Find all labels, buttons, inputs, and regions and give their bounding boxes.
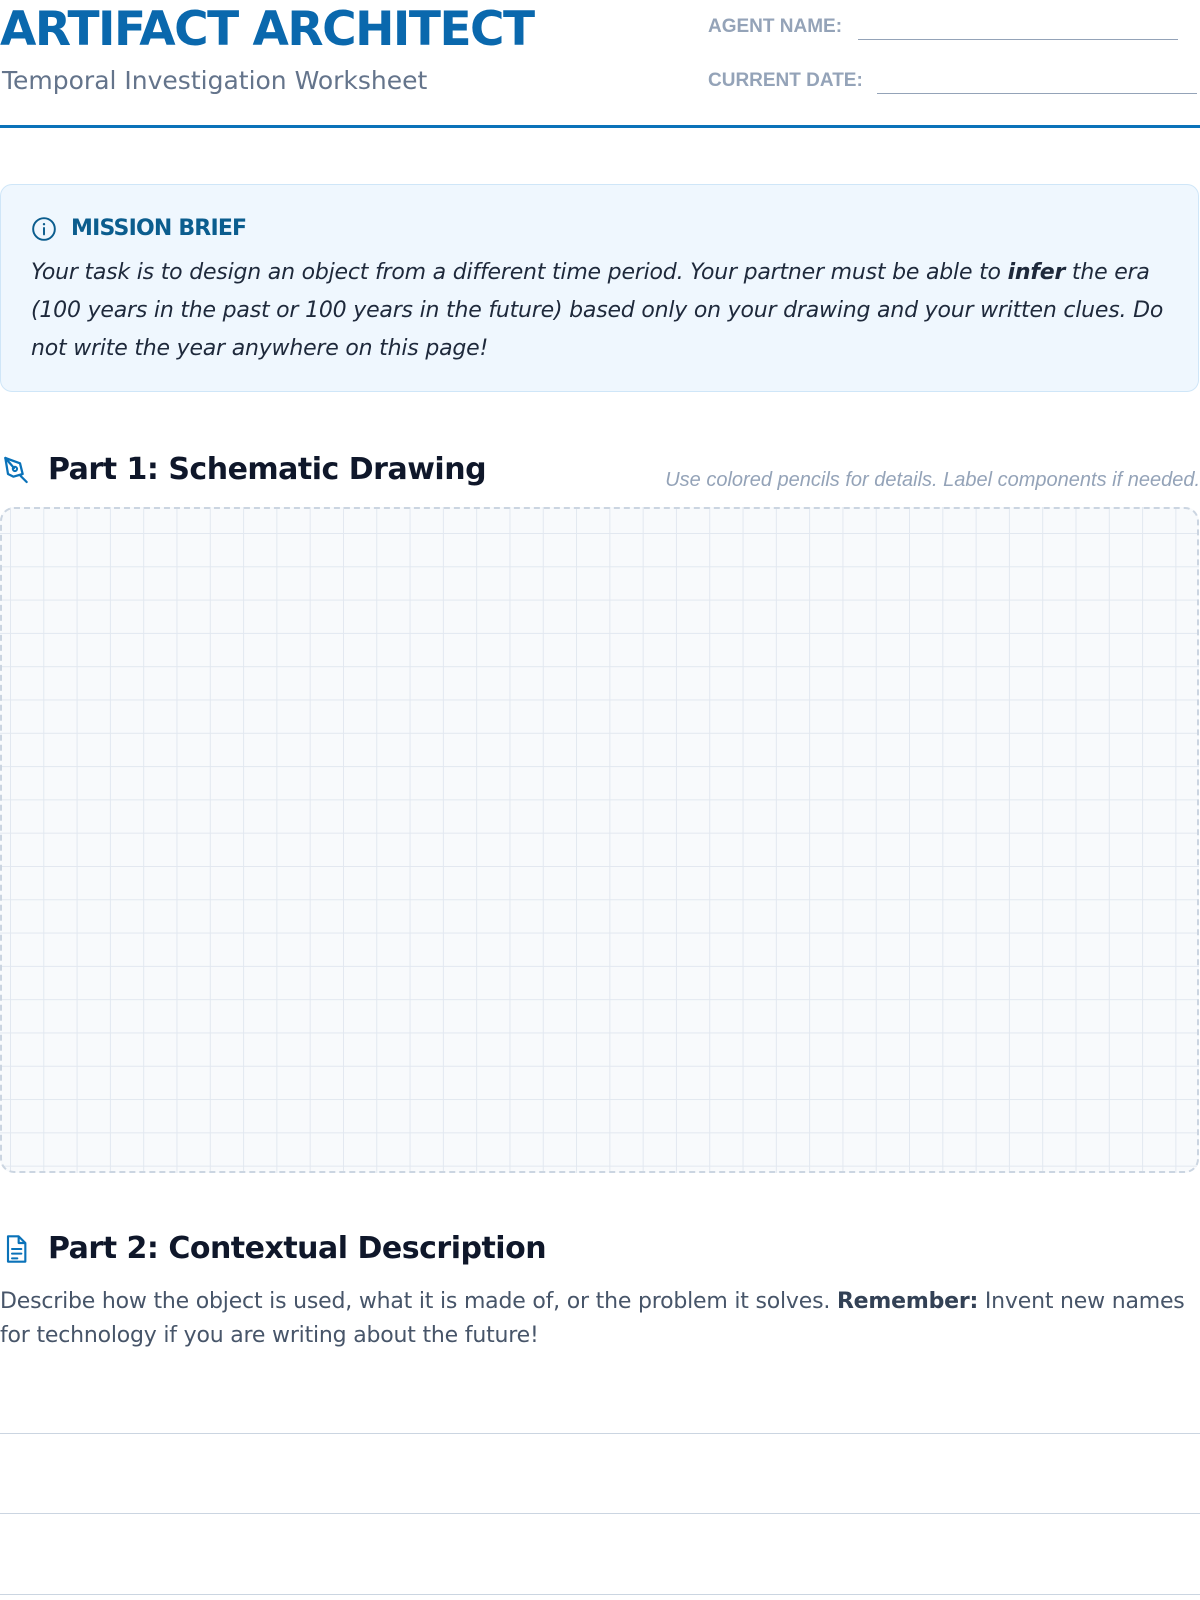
writing-line[interactable] <box>0 1594 1200 1595</box>
agent-name-field[interactable] <box>858 14 1178 40</box>
info-circle-icon <box>31 216 57 242</box>
current-date-label: CURRENT DATE: <box>708 70 863 91</box>
mission-brief-text-part: Your task is to design an object from a different time period. Your partner must be able to <box>31 260 1008 285</box>
worksheet-subtitle: Temporal Investigation Worksheet <box>2 66 428 95</box>
mission-brief-heading <box>31 215 246 243</box>
pen-nib-icon <box>0 454 32 486</box>
worksheet-title: ARTIFACT ARCHITECT <box>0 2 534 57</box>
mission-brief-text <box>31 254 1176 368</box>
current-date-row <box>708 64 1197 94</box>
mission-brief-text-part: the era (100 years in the past or 100 years in the future) based only on your drawing and your written clues. Do not write the year anywhere on this page! <box>31 260 1164 361</box>
agent-name-row <box>708 10 1178 40</box>
writing-line[interactable] <box>0 1433 1200 1434</box>
part2-instructions <box>0 1285 1199 1353</box>
part1-title: Part 1: Schematic Drawing <box>48 452 487 487</box>
part2-instructions-part: Invent new names for technology if you are writing about the future! <box>0 1289 1185 1348</box>
current-date-field[interactable] <box>877 68 1197 94</box>
part2-emphasis: Remember: <box>836 1289 979 1314</box>
agent-name-label: AGENT NAME: <box>708 16 843 37</box>
part2-heading <box>0 1230 546 1268</box>
worksheet-header <box>0 0 1200 128</box>
mission-brief-title: MISSION BRIEF <box>71 216 247 241</box>
document-icon <box>0 1233 32 1265</box>
part2-instructions-part: Describe how the object is used, what it is made of, or the problem it solves. <box>0 1289 837 1314</box>
drawing-hint: Use colored pencils for details. Label components if needed. <box>665 469 1200 491</box>
mission-brief <box>0 184 1199 392</box>
part2-title: Part 2: Contextual Description <box>48 1231 547 1266</box>
drawing-area[interactable] <box>0 507 1199 1173</box>
part1-heading <box>0 451 486 489</box>
writing-line[interactable] <box>0 1513 1200 1514</box>
mission-brief-emphasis: infer <box>1007 260 1066 285</box>
